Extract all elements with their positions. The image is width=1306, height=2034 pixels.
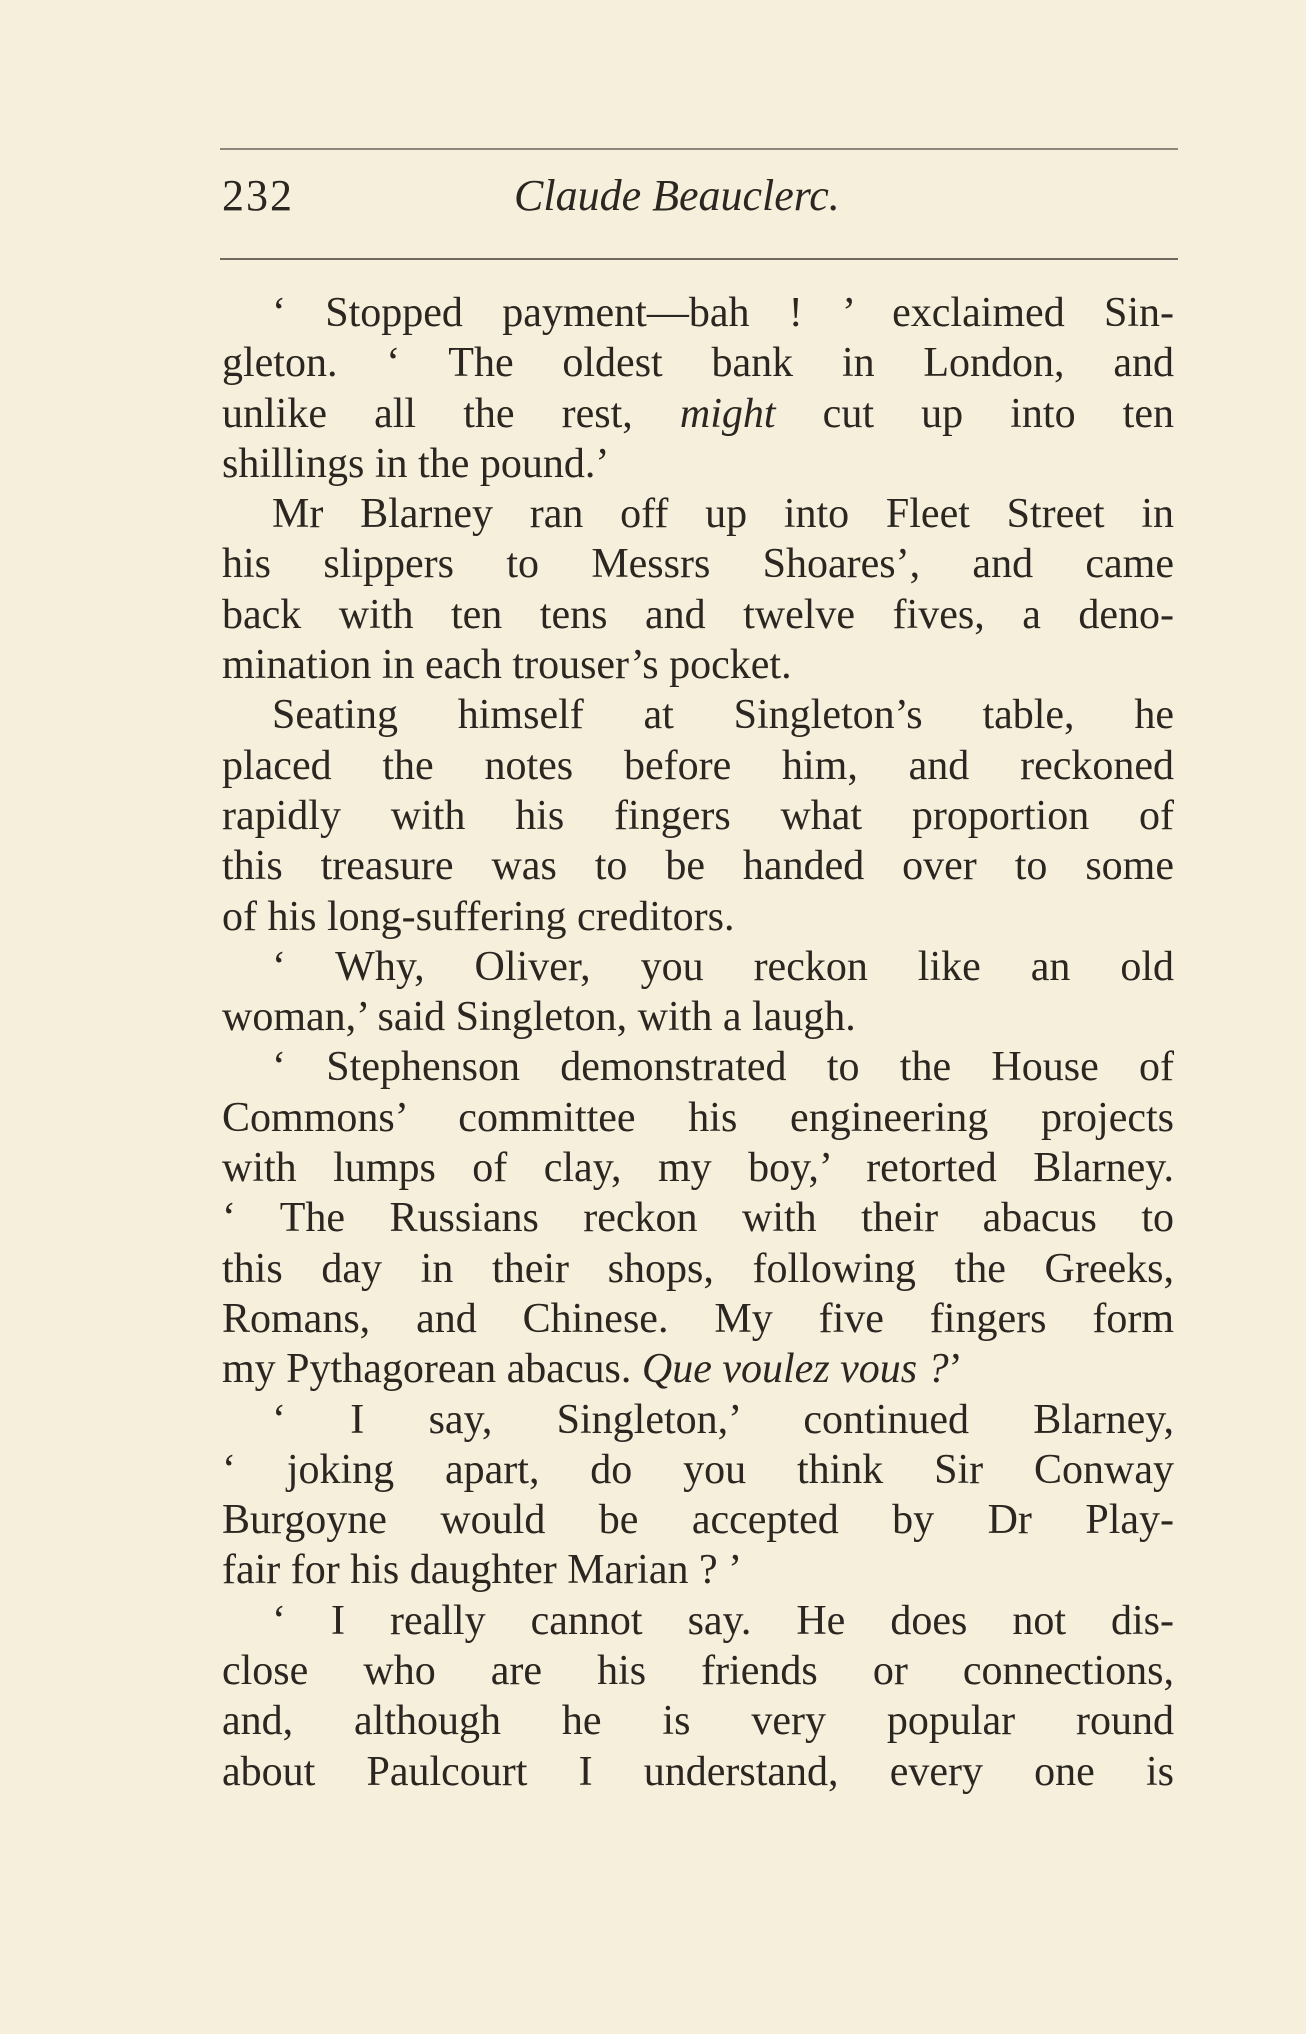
line-text: about Paulcourt I understand, every one is	[222, 1748, 1174, 1795]
text-line	[222, 1445, 1174, 1495]
line-text: Romans, and Chinese. My five fingers form	[222, 1295, 1174, 1342]
text-line	[222, 640, 1174, 690]
text-line	[222, 590, 1174, 640]
line-text: mination in each trouser’s pocket.	[222, 642, 792, 689]
line-text: ‘ Why, Oliver, you reckon like an old	[272, 943, 1174, 990]
text-line	[222, 942, 1174, 992]
text-line	[222, 1395, 1174, 1445]
line-text: ‘ I say, Singleton,’ continued Blarney,	[272, 1396, 1174, 1443]
text-line	[222, 841, 1174, 891]
text-line	[222, 1696, 1174, 1746]
header-rule	[220, 258, 1178, 260]
text-line	[222, 1093, 1174, 1143]
line-text: cut up into ten	[775, 390, 1174, 437]
text-line	[222, 791, 1174, 841]
text-line	[222, 1143, 1174, 1193]
line-text: his slippers to Messrs Shoares’, and came	[222, 541, 1174, 588]
line-text: of his long-suffering creditors.	[222, 893, 735, 940]
line-text: gleton. ‘ The oldest bank in London, and	[222, 340, 1174, 387]
line-text: ‘ Stopped payment—bah ! ’ exclaimed Sin-	[272, 290, 1174, 336]
line-text: this treasure was to be handed over to some	[222, 843, 1174, 890]
line-text: fair for his daughter Marian ? ’	[222, 1547, 743, 1594]
text-line	[222, 1545, 1174, 1595]
italic-emphasis: Que voulez vous ?	[641, 1346, 949, 1393]
running-title: Claude Beauclerc.	[514, 171, 840, 220]
line-text: Seating himself at Singleton’s table, he	[272, 692, 1174, 739]
text-line	[222, 439, 1174, 489]
line-text: unlike all the rest,	[222, 390, 680, 437]
text-line	[222, 1747, 1174, 1797]
text-line	[222, 288, 1174, 338]
line-text: ‘ Stephenson demonstrated to the House of	[272, 1044, 1174, 1091]
line-text: and, although he is very popular round	[222, 1698, 1174, 1745]
line-text: this day in their shops, following the Greeks,	[222, 1245, 1174, 1292]
line-text: ‘ The Russians reckon with their abacus to	[222, 1195, 1174, 1242]
line-text: my Pythagorean abacus.	[222, 1346, 642, 1393]
line-text: woman,’ said Singleton, with a laugh.	[222, 994, 856, 1041]
text-line	[222, 690, 1174, 740]
text-line	[222, 1193, 1174, 1243]
text-line	[222, 338, 1174, 388]
line-text: ‘ I really cannot say. He does not dis-	[272, 1597, 1174, 1644]
line-text: ‘ joking apart, do you think Sir Conway	[222, 1446, 1174, 1493]
text-line	[222, 1344, 1174, 1394]
text-line	[222, 741, 1174, 791]
text-line	[222, 389, 1174, 439]
line-text: back with ten tens and twelve fives, a deno-	[222, 591, 1174, 638]
line-text: shillings in the pound.’	[222, 440, 610, 487]
line-text: ’	[948, 1346, 963, 1393]
text-line	[222, 1646, 1174, 1696]
text-line	[222, 1294, 1174, 1344]
line-text: Mr Blarney ran off up into Fleet Street in	[272, 491, 1174, 538]
italic-emphasis: might	[679, 390, 776, 437]
line-text: placed the notes before him, and reckoned	[222, 742, 1174, 789]
line-text: with lumps of clay, my boy,’ retorted Blarney.	[222, 1145, 1174, 1192]
line-text: Commons’ committee his engineering projects	[222, 1094, 1174, 1141]
text-line	[222, 992, 1174, 1042]
text-line	[222, 539, 1174, 589]
body-text	[222, 288, 1174, 1797]
line-text: Burgoyne would be accepted by Dr Play-	[222, 1497, 1174, 1544]
text-line	[222, 1596, 1174, 1646]
page-number: 232	[222, 171, 294, 220]
line-text: close who are his friends or connections,	[222, 1648, 1174, 1695]
text-line	[222, 1244, 1174, 1294]
text-line	[222, 489, 1174, 539]
text-line	[222, 1495, 1174, 1545]
text-line	[222, 1042, 1174, 1092]
line-text: rapidly with his fingers what proportion of	[222, 792, 1174, 839]
top-rule	[220, 148, 1178, 150]
text-line	[222, 892, 1174, 942]
